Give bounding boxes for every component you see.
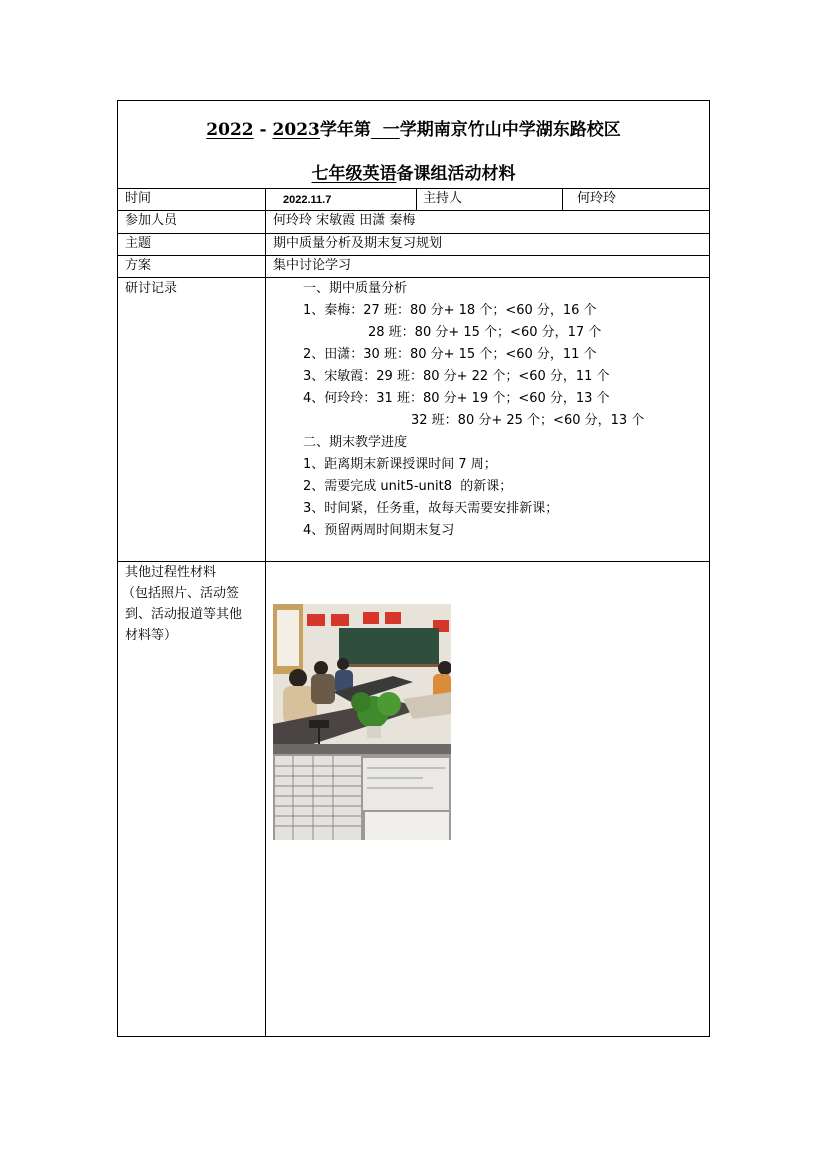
record-section1-title: 一、期中质量分析 — [303, 281, 408, 296]
record-line: 28 班：80 分+ 15 个；<60 分，17 个 — [368, 325, 602, 340]
row-divider — [118, 188, 710, 189]
year-dash: - — [253, 120, 273, 140]
column-divider — [562, 188, 563, 210]
other-materials-label: 其他过程性材料 — [125, 565, 217, 580]
time-value: 2022.11.7 — [283, 194, 332, 206]
row-divider — [118, 255, 710, 256]
progress-item: 1、距离期末新课授课时间 7 周； — [303, 457, 497, 472]
participants-value: 何玲玲 宋敏霞 田潇 秦梅 — [273, 213, 416, 228]
document-title-line1 — [118, 115, 709, 140]
topic-label: 主题 — [125, 236, 152, 251]
row-divider — [118, 210, 710, 211]
record-line: 3、宋敏霞：29 班：80 分+ 22 个；<60 分，11 个 — [303, 369, 610, 384]
grade-subject: 七年级英语 — [311, 164, 397, 184]
group-title: 备课组活动材料 — [396, 164, 516, 184]
row-divider — [118, 561, 710, 562]
progress-item: 2、需要完成 unit5-unit8 的新课； — [303, 479, 513, 494]
row-divider — [118, 233, 710, 234]
year-end: 2023 — [272, 120, 320, 140]
record-section2-title: 二、期末教学进度 — [303, 435, 408, 450]
term-number: 一 — [370, 120, 400, 140]
year-start: 2022 — [206, 120, 254, 140]
record-line: 32 班：80 分+ 25 个；<60 分，13 个 — [411, 413, 645, 428]
other-materials-label: 到、活动报道等其他 — [125, 607, 243, 622]
plan-value: 集中讨论学习 — [273, 258, 352, 273]
column-divider — [265, 188, 266, 1037]
document-title-line2 — [118, 159, 709, 184]
activity-record-table — [117, 100, 710, 1037]
term-prefix: 学年第 — [319, 120, 371, 140]
other-materials-label: 材料等） — [125, 628, 178, 643]
record-label: 研讨记录 — [125, 281, 178, 296]
activity-photo — [273, 604, 451, 840]
school-name: 学期南京竹山中学湖东路校区 — [399, 120, 621, 140]
other-materials-label: （包括照片、活动签 — [122, 586, 240, 601]
record-line: 4、何玲玲：31 班：80 分+ 19 个；<60 分，13 个 — [303, 391, 610, 406]
progress-item: 3、时间紧，任务重，故每天需要安排新课； — [303, 501, 559, 516]
plan-label: 方案 — [125, 258, 152, 273]
column-divider — [416, 188, 417, 210]
time-label: 时间 — [125, 191, 152, 206]
topic-value: 期中质量分析及期末复习规划 — [273, 236, 443, 251]
record-line: 2、田潇：30 班：80 分+ 15 个；<60 分，11 个 — [303, 347, 597, 362]
row-divider — [118, 277, 710, 278]
progress-item: 4、预留两周时间期末复习 — [303, 523, 455, 538]
host-label: 主持人 — [423, 191, 463, 206]
host-value: 何玲玲 — [577, 191, 617, 206]
record-line: 1、秦梅：27 班：80 分+ 18 个；<60 分，16 个 — [303, 303, 597, 318]
participants-label: 参加人员 — [125, 213, 178, 228]
